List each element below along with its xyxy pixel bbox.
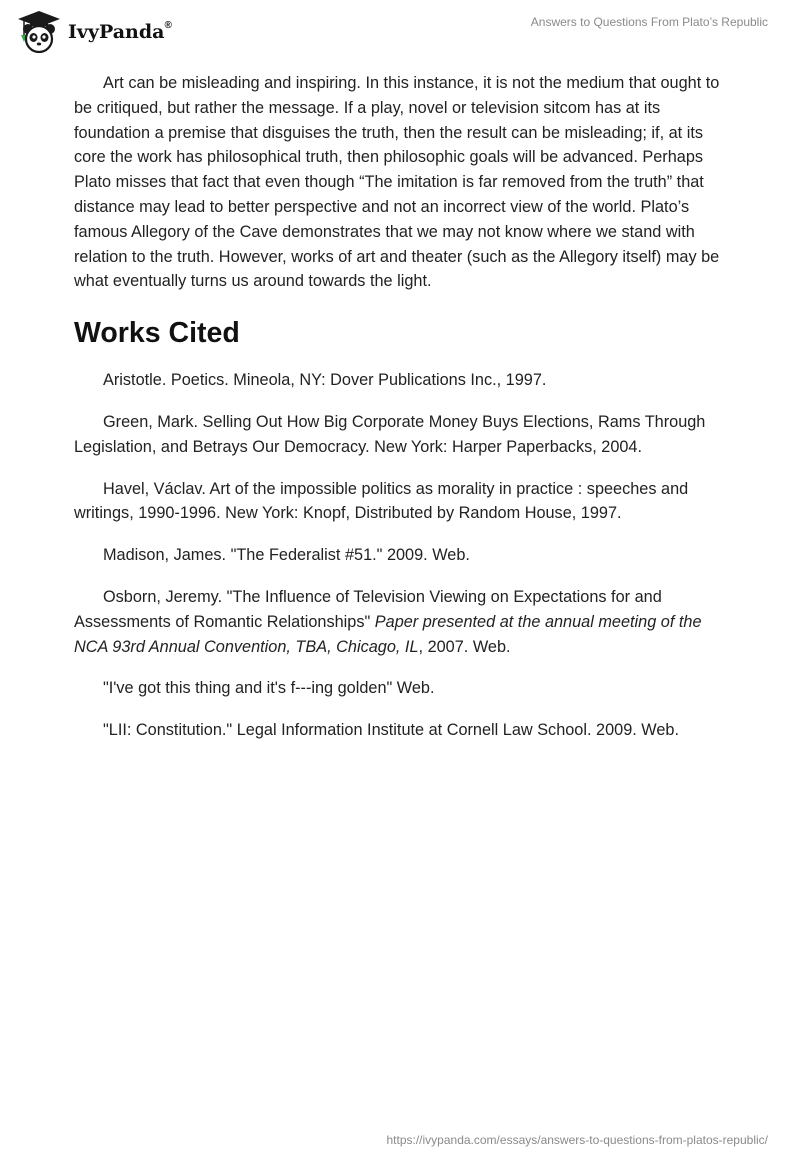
reference-text-tail: , 2007. Web.: [418, 637, 511, 656]
document-title: Answers to Questions From Plato’s Republic: [530, 15, 768, 29]
ivypanda-logo[interactable]: [16, 8, 172, 56]
registered-mark: ®: [164, 19, 172, 31]
works-cited-heading: Works Cited: [74, 317, 240, 350]
works-cited-list: [74, 368, 724, 743]
essay-content: [74, 71, 724, 760]
reference-italic-text: Paper presented at the annual meeting of the NCA 93rd Annual Convention, TBA, Chicago, IL: [74, 612, 702, 656]
source-url[interactable]: https://ivypanda.com/essays/answers-to-questions-from-platos-republic/: [386, 1133, 768, 1147]
reference-item: Madison, James. "The Federalist #51." 2009. Web.: [103, 546, 470, 565]
panda-graduate-icon: [16, 9, 62, 55]
body-paragraph: Art can be misleading and inspiring. In this instance, it is not the medium that ought to be critiqued, but rather the message. If a play, novel or television sitcom has at its foundation a premise that disguises the truth, then the result can be misleading; if, at its core the work has philosophical truth, then philosophic goals will be advanced. Perhaps Plato misses that fact that even though “The imitation is far removed from the truth” that distance may lead to better perspective and not an incorrect view of the world. Plato’s famous Allegory of the Cave demonstrates that we may not know where we stand with relation to the truth. However, works of art and theater (such as the Allegory itself) may be what eventually turns us around towards the light.: [74, 74, 720, 291]
reference-item: Havel, Václav. Art of the impossible politics as morality in practice : speeches and writings, 1990-1996. New York: Knopf, Distributed by Random House, 1997.: [74, 479, 689, 523]
reference-item: Green, Mark. Selling Out How Big Corporate Money Buys Elections, Rams Through Legislation, and Betrays Our Democracy. New York: Harper Paperbacks, 2004.: [74, 412, 706, 456]
brand-name: IvyPanda®: [68, 19, 172, 43]
reference-item: Aristotle. Poetics. Mineola, NY: Dover Publications Inc., 1997.: [103, 371, 547, 390]
page-header: [0, 0, 800, 64]
reference-item: [74, 585, 724, 659]
reference-text: Osborn, Jeremy. "The Influence of Television Viewing on Expectations for and Assessments of Romantic Relationships": [74, 587, 662, 631]
reference-item: "LII: Constitution." Legal Information Institute at Cornell Law School. 2009. Web.: [103, 721, 679, 740]
reference-item: "I've got this thing and it's f---ing golden" Web.: [103, 679, 435, 698]
